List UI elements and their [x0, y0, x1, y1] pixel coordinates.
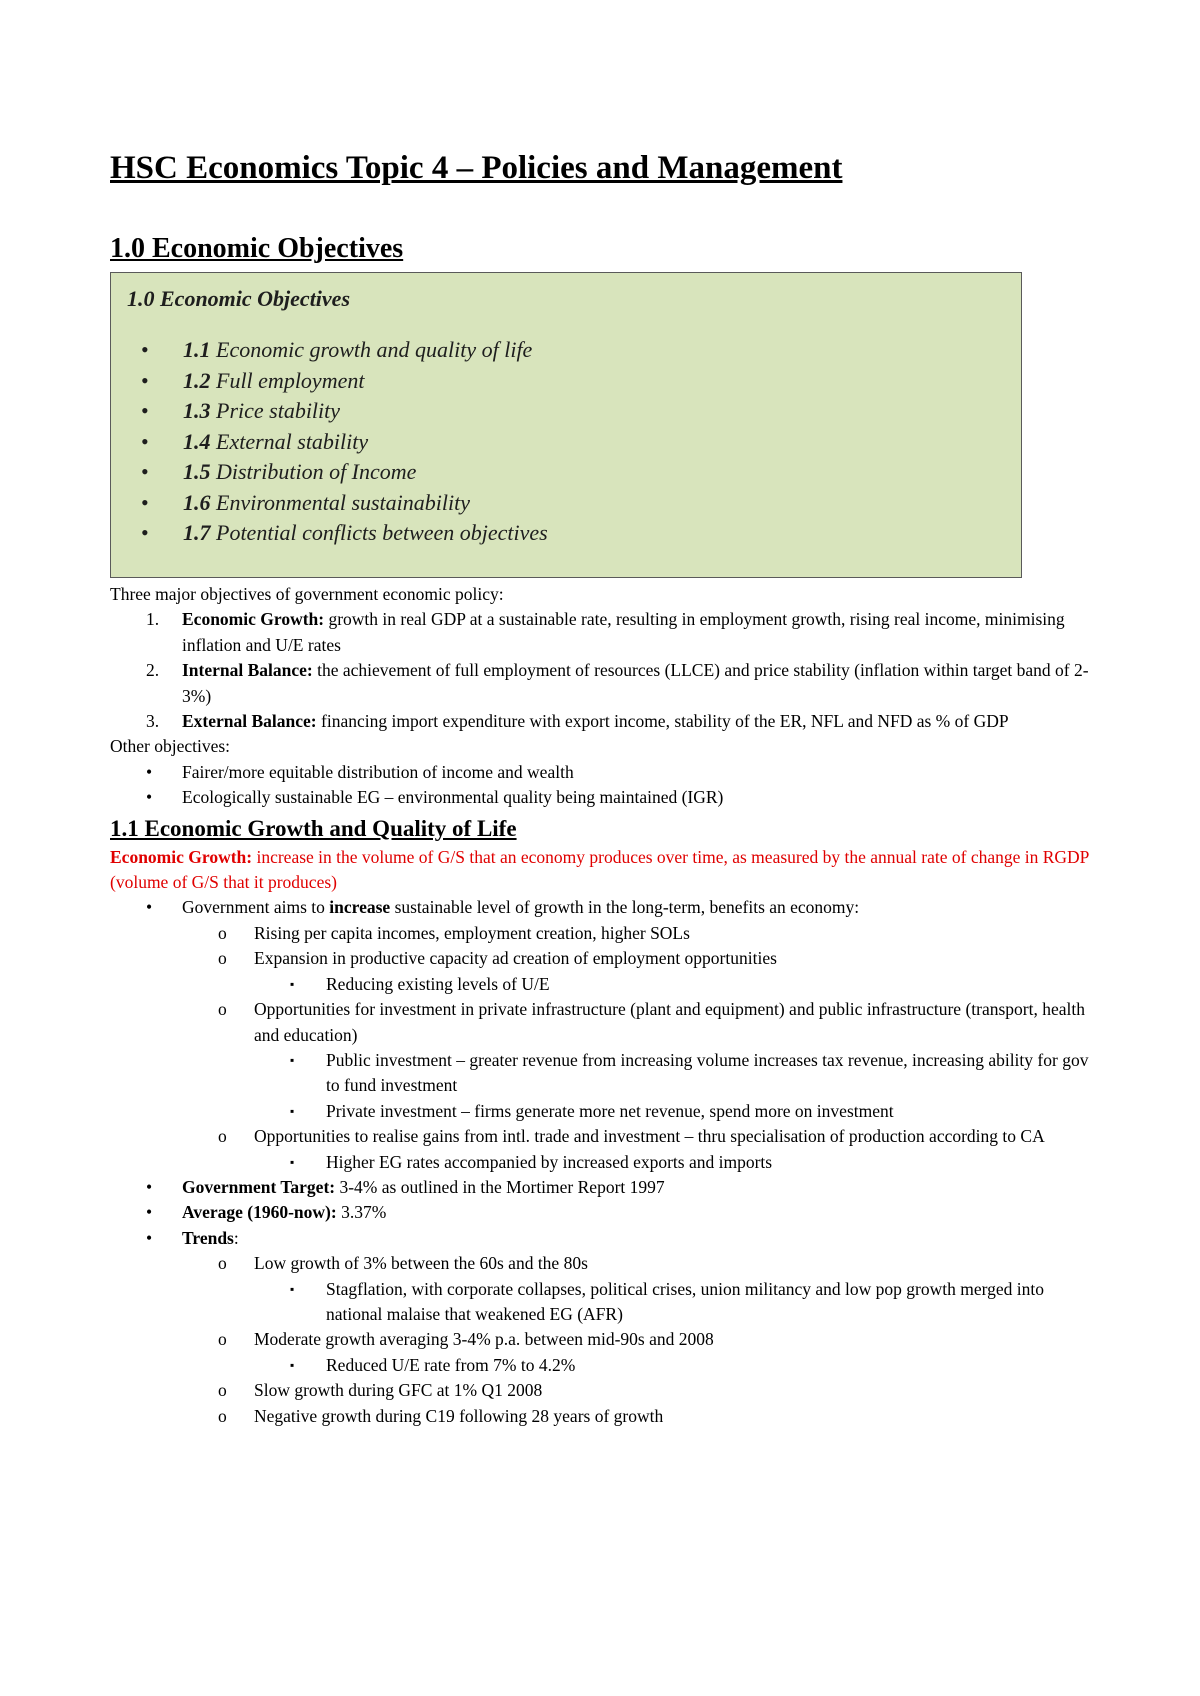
section-heading-1-0: 1.0 Economic Objectives	[110, 233, 404, 264]
major-objectives-list	[110, 607, 1100, 734]
other-objectives-list	[110, 760, 1100, 811]
bullet-marker: •	[141, 398, 149, 423]
bullet-marker: •	[141, 337, 149, 362]
list-item: ▪ Higher EG rates accompanied by increased exports and imports	[290, 1151, 773, 1172]
body-text	[110, 582, 1100, 1429]
objectives-box	[110, 272, 1022, 578]
list-item: • Government Target: 3-4% as outlined in the Mortimer Report 1997	[146, 1176, 665, 1197]
objectives-box-title: 1.0 Economic Objectives	[127, 286, 351, 311]
objective-item: • 1.7 Potential conflicts between objectives	[127, 518, 1021, 549]
economic-growth-list	[110, 895, 1100, 1429]
list-item: ▪ Reducing existing levels of U/E	[290, 973, 550, 994]
major-objective-item: 1. Economic Growth: growth in real GDP at a sustainable rate, resulting in employment growth, rising real income, minimising inflation and U/E rates	[146, 609, 1065, 655]
list-item: ▪ Private investment – firms generate more net revenue, spend more on investment	[290, 1100, 894, 1121]
objective-item: • 1.5 Distribution of Income	[127, 457, 1021, 488]
list-item: o Opportunities for investment in private infrastructure (plant and equipment) and public infrastructure (transport, health and education) ▪ Public investment – greater revenue from increasing volume increases tax revenue, increasing ability for gov to fund investment ▪ Private investment – firms generate more net revenue, spend more on investment	[110, 997, 1100, 1124]
objective-item: • 1.2 Full employment	[127, 366, 1021, 397]
list-item: o Expansion in productive capacity ad creation of employment opportunities ▪ Reducing existing levels of U/E	[110, 946, 1100, 997]
list-item: o Slow growth during GFC at 1% Q1 2008	[218, 1380, 543, 1401]
list-item: o Rising per capita incomes, employment creation, higher SOLs	[218, 922, 690, 943]
objective-item: • 1.4 External stability	[127, 427, 1021, 458]
other-objectives-intro: Other objectives:	[110, 736, 231, 757]
other-objective-item: • Fairer/more equitable distribution of income and wealth	[146, 761, 574, 782]
objective-item: • 1.3 Price stability	[127, 396, 1021, 427]
section-heading-1-1: 1.1 Economic Growth and Quality of Life	[110, 815, 517, 841]
objective-item: • 1.1 Economic growth and quality of life	[127, 335, 1021, 366]
bullet-marker: •	[141, 367, 149, 393]
intro-paragraph: Three major objectives of government economic policy:	[110, 584, 504, 604]
economic-growth-definition: Economic Growth: increase in the volume of G/S that an economy produces over time, as measured by the annual rate of change in RGDP (volume of G/S that it produces)	[110, 846, 1089, 893]
list-item: • Average (1960-now): 3.37%	[146, 1202, 387, 1223]
list-item: ▪ Public investment – greater revenue from increasing volume increases tax revenue, increasing ability for gov to fund investment	[290, 1049, 1089, 1096]
other-objective-item: • Ecologically sustainable EG – environmental quality being maintained (IGR)	[146, 787, 724, 808]
bullet-marker: •	[141, 428, 149, 454]
bullet-marker: •	[141, 489, 149, 515]
document-content	[110, 148, 1100, 1429]
list-item: o Negative growth during C19 following 28 years of growth	[218, 1405, 664, 1426]
bullet-marker: •	[141, 459, 149, 484]
list-item: • Trends: o Low growth of 3% between the 60s and the 80s ▪ Stagflation, with corporate collapses, political crises, union militancy and low pop growth merged into national malaise that weakened EG (AFR) o Moderate growth averaging 3-4% p.a. between mid-90s and 2008 ▪ Reduced U/E rate from 7% to 4.2% o Slow growth during GFC at 1% Q1 2008 o Negative growth during C19 following 28 years of growth	[110, 1226, 1100, 1429]
list-item: o Opportunities to realise gains from intl. trade and investment – thru specialisation of production according to CA ▪ Higher EG rates accompanied by increased exports and imports	[110, 1124, 1100, 1175]
bullet-marker: •	[141, 520, 149, 545]
list-item: • Government aims to increase sustainable level of growth in the long-term, benefits an economy: o Rising per capita incomes, employment creation, higher SOLs o Expansion in productive capacity ad creation of employment opportunities ▪ Reducing existing levels of U/E o Opportunities for investment in private infrastructure (plant and equipment) and public infrastructure (transport, health and education) ▪ Public investment – greater revenue from increasing volume increases tax revenue, increasing ability for gov to fund investment ▪ Private investment – firms generate more net revenue, spend more on investment o Opportunities to realise gains from intl. trade and investment – thru specialisation of production according to CA ▪ Higher EG rates accompanied by increased exports and imports	[110, 895, 1100, 1174]
list-item: ▪ Reduced U/E rate from 7% to 4.2%	[290, 1354, 576, 1375]
objective-item: • 1.6 Environmental sustainability	[127, 488, 1021, 519]
list-item: o Low growth of 3% between the 60s and the 80s ▪ Stagflation, with corporate collapses, political crises, union militancy and low pop growth merged into national malaise that weakened EG (AFR)	[110, 1251, 1100, 1327]
major-objective-item: 3. External Balance: financing import expenditure with export income, stability of the ER, NFL and NFD as % of GDP	[146, 711, 1009, 732]
objectives-list	[127, 335, 1021, 549]
major-objective-item: 2. Internal Balance: the achievement of full employment of resources (LLCE) and price stability (inflation within target band of 2-3%)	[146, 660, 1089, 706]
document-title: HSC Economics Topic 4 – Policies and Management	[110, 150, 843, 186]
list-item: ▪ Stagflation, with corporate collapses, political crises, union militancy and low pop growth merged into national malaise that weakened EG (AFR)	[290, 1278, 1044, 1324]
list-item: o Moderate growth averaging 3-4% p.a. between mid-90s and 2008 ▪ Reduced U/E rate from 7% to 4.2%	[110, 1327, 1100, 1378]
